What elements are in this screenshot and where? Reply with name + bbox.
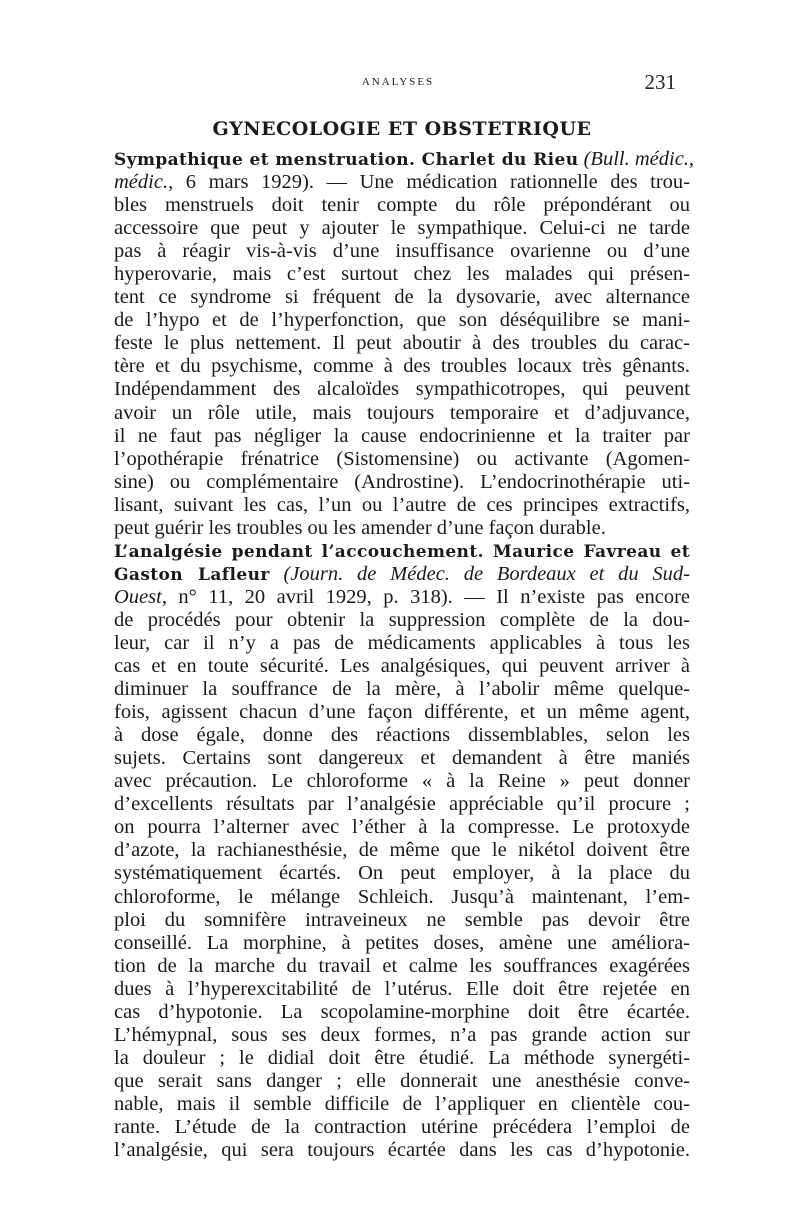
article-sympathique bbox=[114, 148, 695, 540]
article-line: Ouest, n° 11, 20 avril 1929, p. 318). — Il n’existe pas encore bbox=[114, 585, 690, 608]
article-line: d’excellents résultats par l’analgésie appréciable qu’il procure ; bbox=[114, 793, 690, 816]
article-line: L’hémypnal, sous ses deux formes, n’a pas grande action sur bbox=[114, 1023, 690, 1046]
article-line: l’opothérapie frénatrice (Sistomensine) ou activante (Agomen- bbox=[114, 447, 690, 470]
article-line: conseillé. La morphine, à petites doses, amène une améliora- bbox=[114, 931, 690, 954]
article-line: la douleur ; le didial doit être étudié. La méthode synergéti- bbox=[114, 1046, 690, 1069]
article-line: à dose égale, donne des réactions dissemblables, selon les bbox=[114, 724, 690, 747]
article-citation: (Journ. de Médec. de Bordeaux et du Sud- bbox=[283, 562, 690, 585]
article-line: de l’hypo et de l’hyperfonction, que son déséquilibre se mani- bbox=[114, 309, 690, 332]
article-heading-authors: Gaston Lafleur bbox=[114, 564, 270, 585]
article-line: fois, agissent chacun d’une façon différente, et un même agent, bbox=[114, 701, 690, 724]
article-line: médic., 6 mars 1929). — Une médication rationnelle des trou- bbox=[114, 171, 690, 194]
article-line: systématiquement écartés. On peut employer, à la place du bbox=[114, 862, 690, 885]
article-line: tent ce syndrome si fréquent de la dysovarie, avec alternance bbox=[114, 286, 690, 309]
article-line: d’azote, la rachianesthésie, de même que le nikétol doivent être bbox=[114, 839, 690, 862]
article-line: sine) ou complémentaire (Androstine). L’endocrinothérapie uti- bbox=[114, 470, 690, 493]
article-line: de procédés pour obtenir la suppression complète de la dou- bbox=[114, 608, 690, 631]
running-title: ANALYSES bbox=[361, 76, 435, 88]
article-heading: L’analgésie pendant l’accouchement. Maurice Favreau et bbox=[114, 541, 690, 562]
article-line: tion de la marche du travail et calme les souffrances exagérées bbox=[114, 954, 690, 977]
section-title: GYNECOLOGIE ET OBSTETRIQUE bbox=[212, 118, 592, 140]
article-line: avoir un rôle utile, mais toujours temporaire et d’adjuvance, bbox=[114, 401, 690, 424]
article-citation-journal: médic., bbox=[114, 171, 174, 194]
article-line bbox=[114, 563, 690, 586]
article-line bbox=[114, 148, 695, 171]
article-line: rante. L’étude de la contraction utérine précédera l’emploi de bbox=[114, 1115, 690, 1138]
article-line: feste le plus nettement. Il peut aboutir à des troubles du carac- bbox=[114, 332, 690, 355]
article-line: l’analgésie, qui sera toujours écartée dans les cas d’hypotonie. bbox=[114, 1139, 690, 1162]
article-line: avec précaution. Le chloroforme « à la Reine » peut donner bbox=[114, 770, 690, 793]
article-line: leur, car il n’y a pas de médicaments applicables à tous les bbox=[114, 631, 690, 654]
article-line: bles menstruels doit tenir compte du rôle prépondérant ou bbox=[114, 194, 690, 217]
article-line: hyperovarie, mais c’est surtout chez les malades qui présen- bbox=[114, 263, 690, 286]
article-line: nable, mais il semble difficile de l’appliquer en clientèle cou- bbox=[114, 1092, 690, 1115]
article-heading: Sympathique et menstruation. Charlet du Rieu bbox=[114, 150, 579, 170]
article-line: on pourra l’alterner avec l’éther à la compresse. Le protoxyde bbox=[114, 816, 690, 839]
article-line: sujets. Certains sont dangereux et demandent à être maniés bbox=[114, 747, 690, 770]
running-head bbox=[120, 70, 676, 96]
article-line: peut guérir les troubles ou les amender d’une façon durable. bbox=[114, 516, 606, 539]
article-line: dues à l’hyperexcitabilité de l’utérus. Elle doit être rejetée en bbox=[114, 977, 690, 1000]
article-line: Indépendamment des alcaloïdes sympathicotropes, qui peuvent bbox=[114, 378, 690, 401]
article-analgesie bbox=[114, 540, 690, 1162]
article-line: diminuer la souffrance de la mère, à l’abolir même quelque- bbox=[114, 678, 690, 701]
article-line: accessoire que peut y ajouter le sympathique. Celui-ci ne tarde bbox=[114, 217, 690, 240]
page-number: 231 bbox=[644, 70, 676, 94]
article-line: pas à réagir vis-à-vis d’une insuffisance ovarienne ou d’une bbox=[114, 240, 690, 263]
article-line: il ne faut pas négliger la cause endocrinienne et la traiter par bbox=[114, 424, 690, 447]
article-line: que serait sans danger ; elle donnerait une anesthésie conve- bbox=[114, 1069, 690, 1092]
article-line: lisant, suivant les cas, l’un ou l’autre de ces principes extractifs, bbox=[114, 493, 690, 516]
article-line: ploi du somnifère intraveineux ne semble pas devoir être bbox=[114, 908, 690, 931]
article-citation-end: Ouest, bbox=[114, 585, 167, 608]
page-content bbox=[114, 116, 695, 1162]
article-citation: (Bull. médic., bbox=[583, 148, 695, 170]
article-line: cas et en toute sécurité. Les analgésiques, qui peuvent arriver à bbox=[114, 655, 690, 678]
article-line: chloroforme, le mélange Schleich. Jusqu’à maintenant, l’em- bbox=[114, 885, 690, 908]
article-line: tère et du psychisme, comme à des troubles locaux très gênants. bbox=[114, 355, 690, 378]
article-line bbox=[114, 540, 690, 563]
article-line: cas d’hypotonie. La scopolamine-morphine doit être écartée. bbox=[114, 1000, 690, 1023]
